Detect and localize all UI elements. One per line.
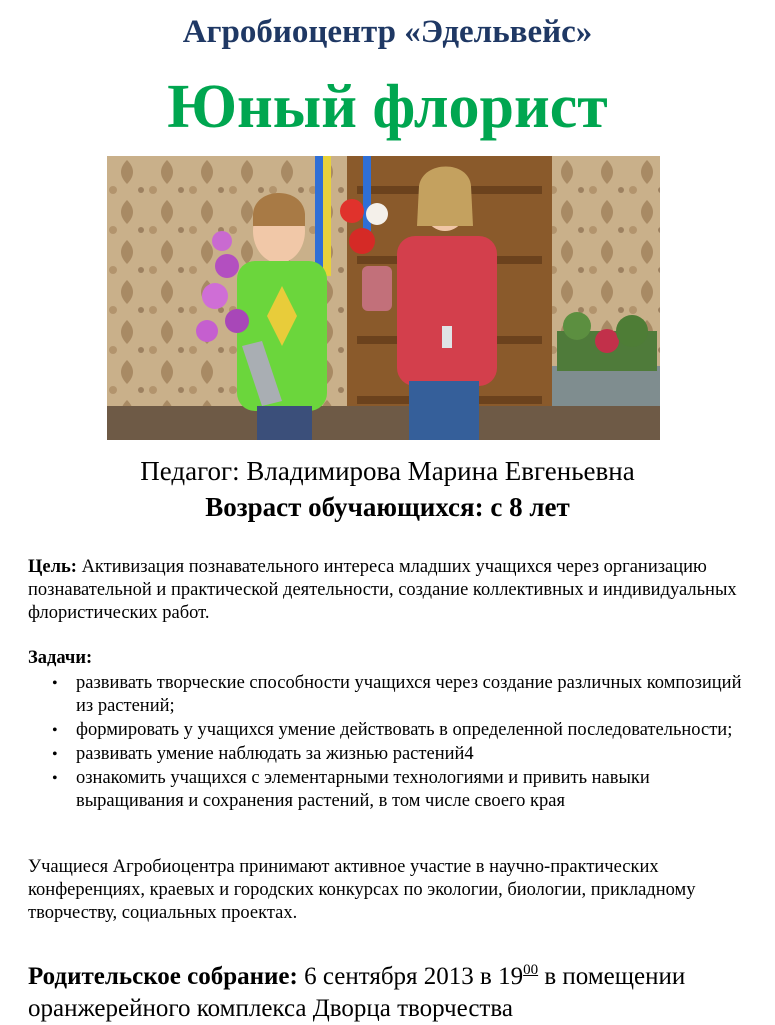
bullet-icon: • [52,675,58,692]
list-item [28,767,748,813]
meeting-minutes: 00 [523,962,539,978]
participation-paragraph: Учащиеся Агробиоцентра принимают активное участие в научно-практических конференциях, краевых и городских конкурсах по экологии, биологии, прикладному творчеству, социальных проектах. [28,857,696,923]
list-item [28,743,748,766]
meeting-date: 6 сентября 2013 в 19 [297,963,524,990]
task-text: развивать умение наблюдать за жизнью растений4 [76,744,474,764]
goal-text: Активизация познавательного интереса младших учащихся через организацию познавательной и практической деятельности, создание коллективных и индивидуальных флористических работ. [28,557,737,623]
meeting-label: Родительское собрание: [28,963,298,990]
student-age: Возраст обучающихся: с 8 лет [205,492,570,522]
goal-label: Цель: [28,557,77,577]
bullet-icon: • [52,746,58,763]
task-text: развивать творческие способности учащихся через создание различных композиций из растений; [76,673,742,716]
parent-meeting [28,954,768,1025]
program-title: Юный флорист [167,73,608,141]
tasks-list [28,672,748,814]
list-item [28,719,748,742]
organization-title: Агробиоцентр «Эдельвейс» [182,14,593,50]
photo-girls-with-flowers [107,156,660,440]
tasks-heading: Задачи: [28,648,93,668]
task-text: ознакомить учащихся с элементарными технологиями и привить навыки выращивания и сохранения растений, в том числе своего края [76,768,650,811]
task-text: формировать у учащихся умение действовать в определенной последовательности; [76,720,733,740]
goal-paragraph [28,556,748,625]
list-item [28,672,748,718]
bullet-icon: • [52,770,58,787]
meeting-place: в помещении оранжерейного комплекса Дворца творчества [28,963,686,1022]
bullet-icon: • [52,722,58,739]
teacher-name: Педагог: Владимирова Марина Евгеньевна [140,456,635,486]
